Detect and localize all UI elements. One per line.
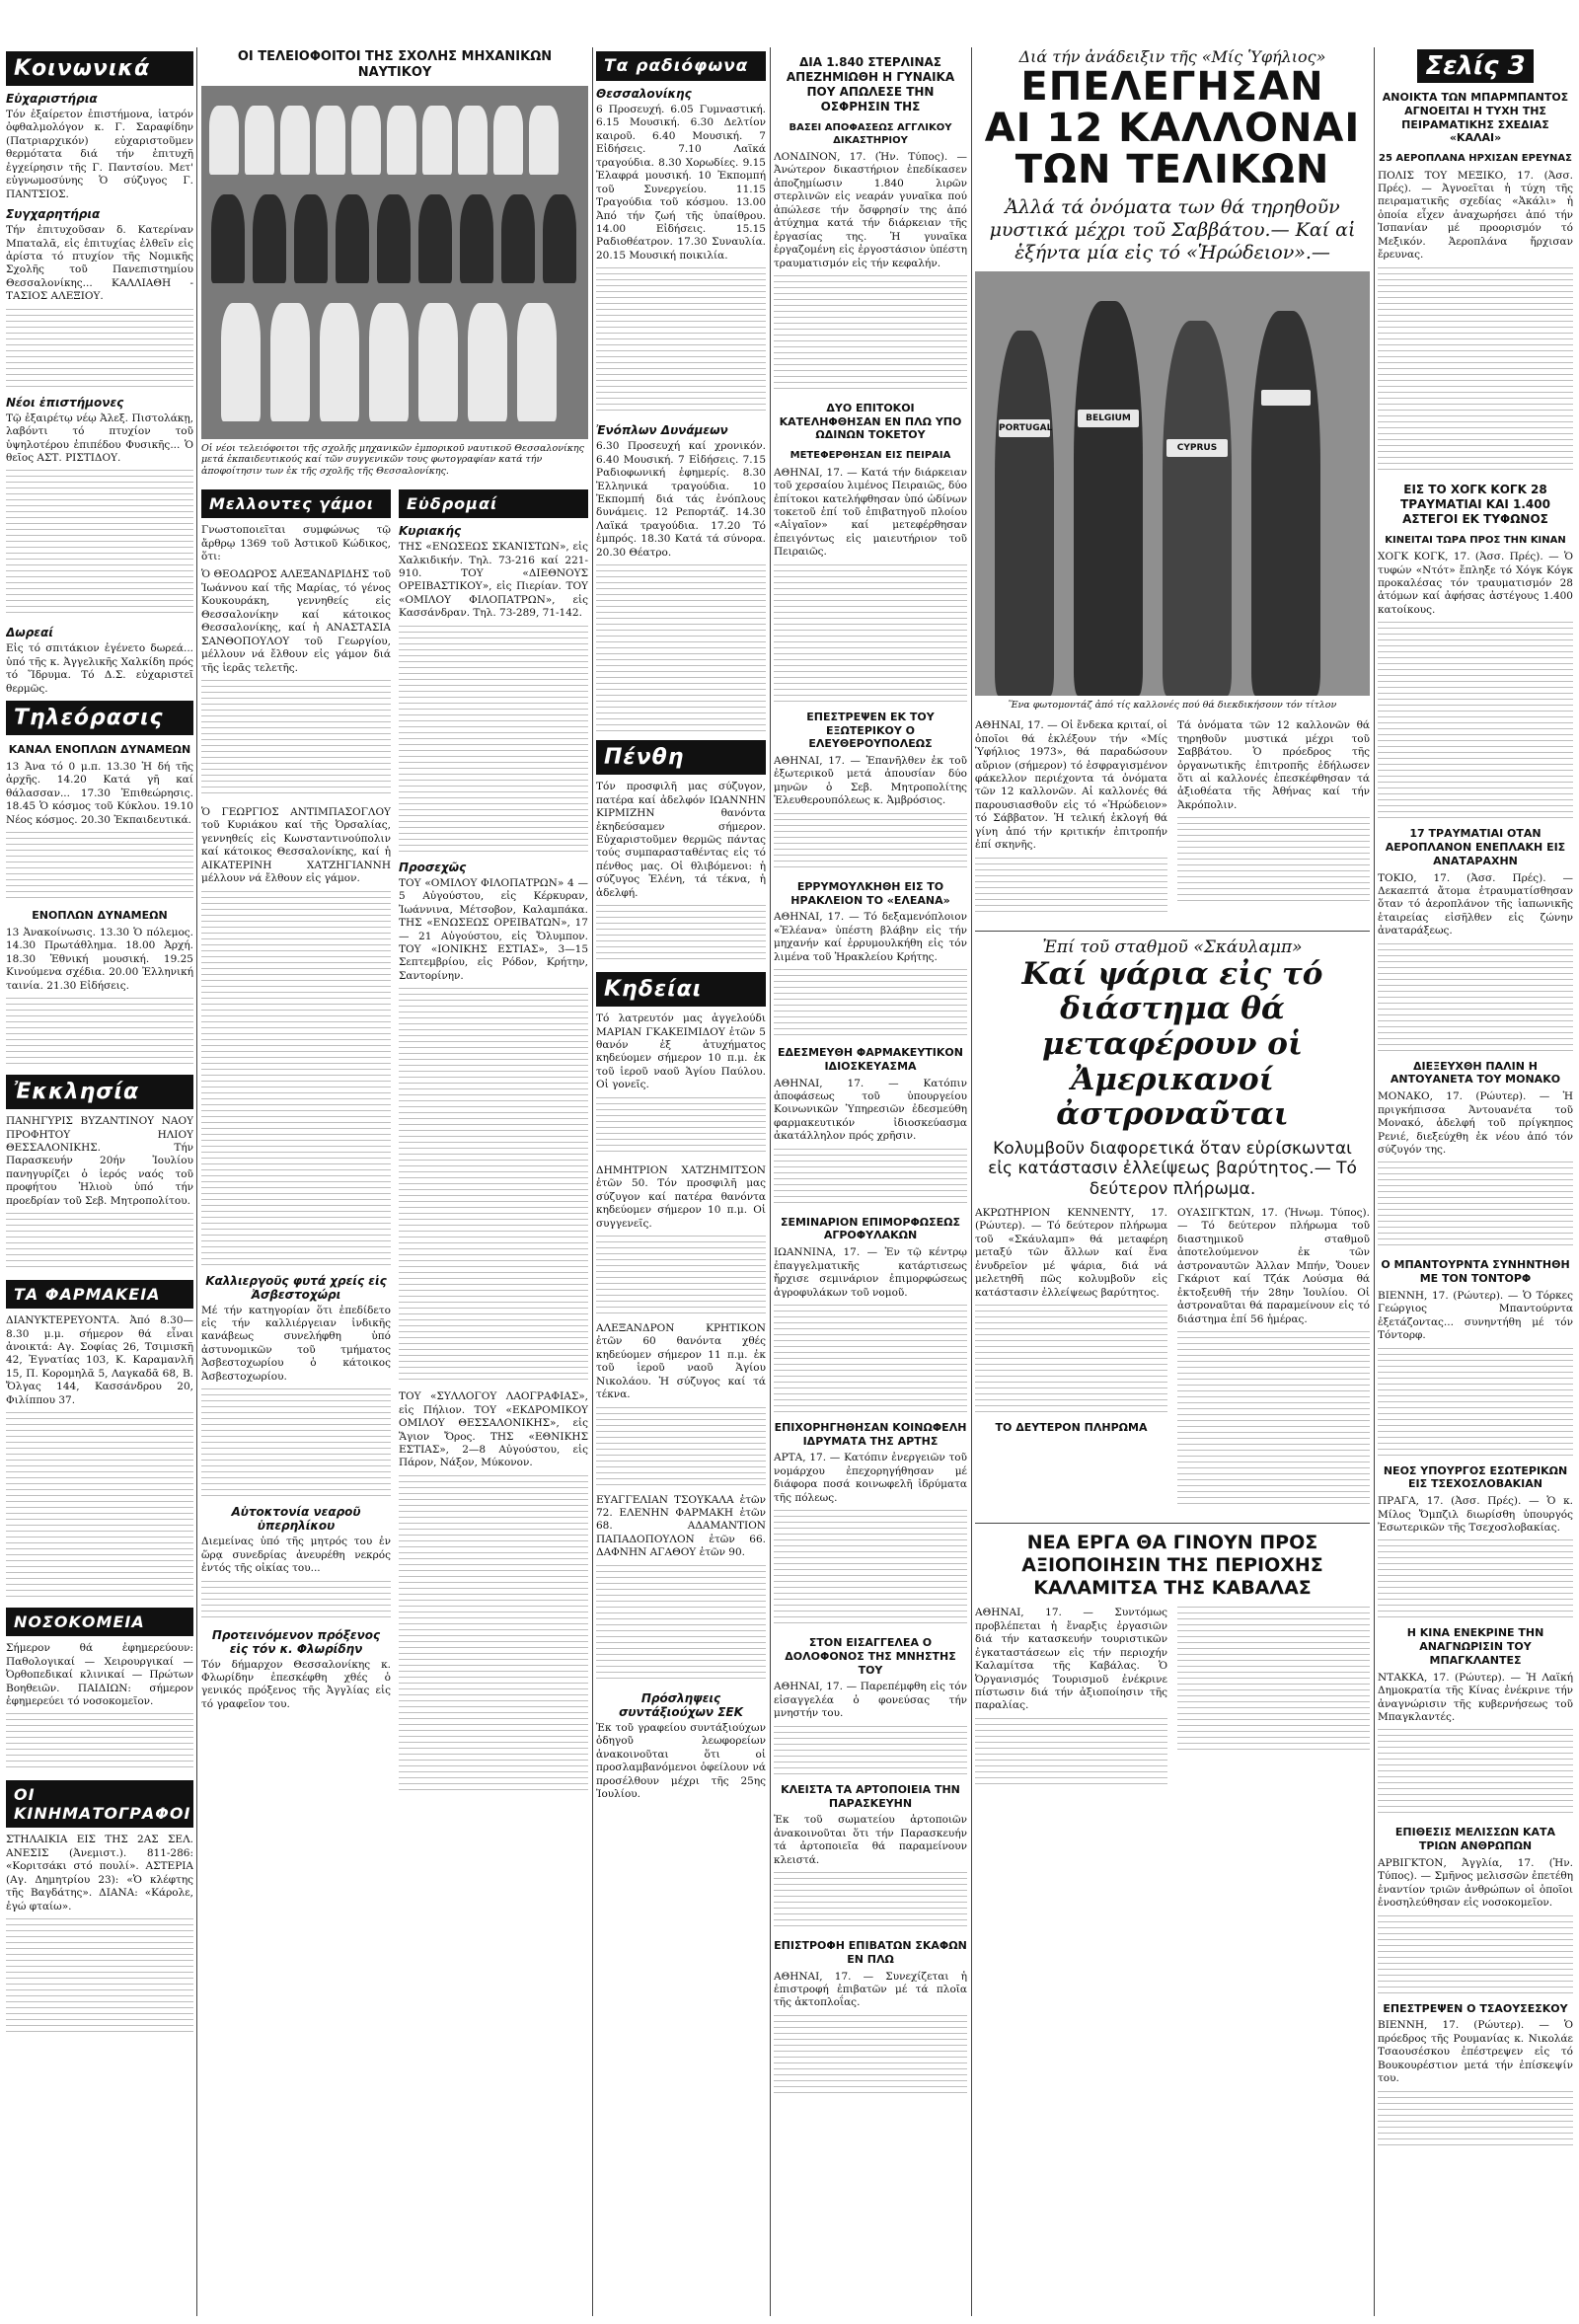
garden-text: Μέ τήν κατηγορίαν ὅτι ἐπεδίδετο εἰς τήν καλλιέργειαν ἰνδικῆς κανάβεως συνελήφθη ὑπό ἀστυνομικῶν τοῦ τμήματος Ἀσβεστοχωρίου ὁ κάτοικος Ἀσβεστοχωρίου.	[201, 1304, 391, 1383]
text-block	[399, 988, 588, 1383]
donations-text: Εἰς τό σπιτάκιον ἐγένετο δωρεά... ὑπό τῆς κ. Ἀγγελικῆς Χαλκίδη πρός τό Ἵδρυμα. Τό Δ.Σ. εὐχαριστεῖ θερμῶς.	[6, 642, 193, 695]
consul-title: Προτεινόμενον πρόξενος εἰς τόν κ. Φλωρίδην	[211, 1627, 381, 1656]
foreign-head-4: ΔΙΕΞΕΥΧΘΗ ΠΑΛΙΝ Η ΑΝΤΟΥΑΝΕΤΑ ΤΟΥ ΜΟΝΑΚΟ	[1390, 1059, 1561, 1087]
sash-cyprus: CYPRUS	[1166, 439, 1228, 457]
foreign-head-1: ΑΝΟΙΚΤΑ ΤΩΝ ΜΠΑΡΜΠΑΝΤΟΣ ΑΓΝΟΕΙΤΑΙ Η ΤΥΧΗ ΤΗΣ ΠΕΙΡΑΜΑΤΙΚΗΣ ΣΧΕΔΙΑΣ «ΚΑΛΑΙ»	[1382, 91, 1569, 145]
news-text-8: ΑΘΗΝΑΙ, 17. — Παρεπέμφθη εἰς τόν εἰσαγγελέα ὁ φονεύσας τήν μνηστήν του.	[774, 1681, 967, 1720]
foreign-sub-2: ΚΙΝΕΙΤΑΙ ΤΩΡΑ ΠΡΟΣ ΤΗΝ ΚΙΝΑΝ	[1385, 534, 1566, 546]
news-text-4: ΑΘΗΝΑΙ, 17. — Τό δεξαμενόπλοιον «Ἐλέανα» ὑπέστη βλάβην εἰς τήν μηχανήν καί ἐρρυμουλκήθη εἰς τόν λιμένα τοῦ Ἡρακλείου Κρήτης.	[774, 911, 967, 963]
page-number-badge: Σελίς 3	[1417, 49, 1533, 83]
banner-church: Ἐκκλησία	[6, 1075, 193, 1109]
news-text-9: Ἐκ τοῦ σωματείου ἀρτοποιῶν ἀνακοινοῦται ὅτι τήν Παρασκευήν τά ἀρτοποιεῖα θά παραμείνουν κλειστά.	[774, 1814, 967, 1866]
banner-funerals: Κηδείαι	[596, 972, 766, 1007]
foreign-text-8: ΑΡΒΙΓΚΤΟΝ, Ἀγγλία, 17. (Ἡν. Τύπος). — Σμῆνος μελισσῶν ἐπετέθη ἐναντίον τριῶν ἀνθρώπων οἱ ὁποῖοι ἐνοσηλεύθησαν εἰς νοσοκομεῖον.	[1378, 1856, 1573, 1910]
foreign-text-4: ΜΟΝΑΚΟ, 17. (Ρώυτερ). — Ἡ πριγκήπισσα Ἀντουανέτα τοῦ Μονακό, ἀδελφή τοῦ πρίγκηπος Ρενιέ, διεξεύχθη ἐκ νέου ἀπό τόν σύζυγόν της.	[1378, 1090, 1573, 1156]
trips-section	[399, 486, 588, 1799]
scientists-title: Νέοι ἐπιστήμονες	[6, 395, 124, 410]
text-block	[774, 969, 967, 1038]
foreign-head-8: ΕΠΙΘΕΣΙΣ ΜΕΛΙΣΣΩΝ ΚΑΤΑ ΤΡΙΩΝ ΑΝΘΡΩΠΩΝ	[1394, 1826, 1556, 1853]
funerals-text: Τό λατρευτόν μας ἀγγελούδι ΜΑΡΙΑΝ ΓΚΑΚΕΙΜΙΔΟΥ ἐτῶν 5 θανόν ἐξ ἀτυχήματος κηδεύομεν σήμερον 10 π.μ. ἐκ τοῦ ἱεροῦ ναοῦ Ἁγίου Παύλου. Οἱ γονεῖς.	[596, 1012, 766, 1091]
foreign-text-9: ΒΙΕΝΝΗ, 17. (Ρώυτερ). — Ὁ πρόεδρος τῆς Ρουμανίας κ. Νικολάε Τσαουσέσκου ἐπέστρεψεν εἰς τό Βουκουρέστιον μετά τήν ἐπίσκεψίν του.	[1378, 2019, 1573, 2085]
cinemas-text: ΣΤΗΛΑΙΚΙΑ ΕΙΣ ΤΗΣ 2ΑΣ ΣΕΛ. ΑΝΕΣΙΣ (Ἀνεμιστ.). 811-286: «Κοριτσάκι στό πουλί». ΑΣΤΕΡΙΑ (Αγ. Δημητρίου 23): «Ὁ κλέφτης τῆς Βαγδάτης». ΔΙΑΝΑ: «Κάρολε, ἐγώ φταίω».	[6, 1834, 193, 1912]
text-block	[1378, 943, 1573, 1052]
news-text-6: ΙΩΑΝΝΙΝΑ, 17. — Ἐν τῷ κέντρῳ ἐπαγγελματικῆς κατάρτισεως ἤρχισε σεμινάριον ἐπιμορφώσεως ἀγροφυλάκων τοῦ νομοῦ.	[774, 1246, 967, 1299]
text-block	[201, 1581, 391, 1620]
text-block	[596, 1407, 766, 1486]
news-text-2: ΑΘΗΝΑΙ, 17. — Κατά τήν διάρκειαν τοῦ χερσαίου λιμένος Πειραιῶς, δύο ἐπίτοκοι κατελήφθησαν ὑπό ὠδίνων τοκετοῦ ἐπί τοῦ ἐπιβατηγοῦ πλοίου «Αἰγαῖον» καί μετεφέρθησαν ἐπειγόντως εἰς μαιευτήριον τοῦ Πειραιῶς.	[774, 466, 967, 559]
miss-deck: Ἀλλά τά ὀνόματα των θά τηρηθοῦν μυστικά μέχρι τοῦ Σαββάτου.— Καί αἱ ἑξήντα μία εἰς τό «Ἡρώδειον».—	[989, 196, 1356, 263]
banner-radio: Τα ραδιόφωνα	[596, 51, 766, 81]
funerals-text-4: ΕΥΑΓΓΕΛΙΑΝ ΤΣΟΥΚΑΛΑ ἐτῶν 72. ΕΛΕΝΗΝ ΦΑΡΜΑΚΗ ἐτῶν 68. ΑΔΑΜΑΝΤΙΟΝ ΠΑΠΑΔΟΠΟΥΛΟΝ ἐτῶν 66. ΔΑΦΝΗΝ ΑΓΑΘΟΥ ἐτῶν 90.	[596, 1493, 766, 1559]
garden-title: Καλλιεργοῦς φυτά χρείς εἰς Ἀσβεστοχώρι	[205, 1273, 387, 1302]
miss-text-1: ΑΘΗΝΑΙ, 17. — Οἱ ἔνδεκα κριταί, οἱ ὁποῖοι θά ἐκλέξουν τήν «Μίς Ὑφήλιος 1973», θά παραδώσουν αὔριον (σήμερον) τό ἐσφραγισμένον φάκελλον περιέχοντα τά ὀνόματα τῶν 12 καλλονῶν. Αἱ καλλονές θά παρουσιασθοῦν εἰς τό «Ἡρώδειον» τό Σάββατον. Ἡ τελική ἐκλογή θά γίνη ἀπό τήν κριτικήν ἐπιτροπήν ἐπί σκηνῆς.	[975, 719, 1167, 852]
text-block	[1378, 1729, 1573, 1818]
text-block	[201, 680, 391, 798]
text-block	[6, 309, 193, 388]
tv-head-2: ΕΝΟΠΛΩΝ ΔΥΝΑΜΕΩΝ	[32, 909, 168, 923]
banner-pharmacies: ΤΑ ΦΑΡΜΑΚΕΙΑ	[6, 1280, 193, 1309]
text-block	[975, 1718, 1167, 1787]
miss-text-2: Τά ὀνόματα τῶν 12 καλλονῶν θά τηρηθοῦν μυστικά μέχρι τοῦ Σαββάτου. Ὁ πρόεδρος τῆς ὀργανωτικῆς ἐπιτροπῆς ἐδήλωσεν ὅτι αἱ καλλονές ἐπεσκέφθησαν τά ἀξιοθέατα τῆς Ἀθήνας καί τήν Ἀκρόπολιν.	[1177, 719, 1370, 811]
text-block	[774, 2015, 967, 2094]
foreign-text-3: ΤΟΚΙΟ, 17. (Ἀσσ. Πρές). — Δεκαεπτά ἄτομα ἐτραυματίσθησαν ὅταν τό ἀεροπλάνον τῆς ἰαπωνικῆς ἑταιρείας εἰσῆλθεν εἰς ζώνην ἀναταράξεως.	[1378, 871, 1573, 937]
text-block	[1177, 1331, 1370, 1509]
graduates-photo	[201, 86, 588, 439]
news-head-7: ΕΠΙΧΟΡΗΓΗΘΗΣΑΝ ΚΟΙΝΩΦΕΛΗ ΙΔΡΥΜΑΤΑ ΤΗΣ ΑΡΤΗΣ	[774, 1420, 967, 1448]
text-block	[1378, 622, 1573, 819]
banner-television: Τηλεόρασις	[6, 701, 193, 735]
column-society	[6, 47, 193, 2316]
news-head-1: ΔΙΑ 1.840 ΣΤΕΡΛΙΝΑΣ ΑΠΕΖΗΜΙΩΘΗ Η ΓΥΝΑΙΚΑ ΠΟΥ ΑΠΩΛΕΣΕ ΤΗΝ ΟΣΦΡΗΣΙΝ ΤΗΣ	[786, 55, 955, 113]
suicide-title: Αὐτοκτονία νεαροῦ ὑπερηλίκου	[231, 1505, 361, 1534]
news-text-10: ΑΘΗΝΑΙ, 17. — Συνεχίζεται ἡ ἐπιστροφή ἐπιβατῶν μέ τά πλοῖα τῆς ἀκτοπλοΐας.	[774, 1970, 967, 2009]
news-head-3: ΕΠΕΣΤΡΕΨΕΝ ΕΚ ΤΟΥ ΕΞΩΤΕΡΙΚΟΥ Ο ΕΛΕΥΘΕΡΟΥΠΟΛΕΩΣ	[806, 710, 935, 751]
text-block	[596, 564, 766, 732]
banner-hospitals: ΝΟΣΟΚΟΜΕΙΑ	[6, 1608, 193, 1636]
suicide-text: Διεμείνας ὑπό τῆς μητρός του ἐν ὥρᾳ συνεδρίας ἀνευρέθη νεκρός ἐντός τῆς οἰκίας του...	[201, 1536, 391, 1575]
text-block	[399, 626, 588, 853]
news-text-1: ΛΟΝΔΙΝΟΝ, 17. (Ἡν. Τύπος). — Ἀνώτερον δικαστήριον ἐπεδίκασεν ἀποζημίωσιν 1.840 λιρῶν στερλινῶν εἰς νεαράν γυναῖκα πού ἀπώλεσε τήν ὄσφρησίν της ἀπό ἀτύχημα κατά τήν διάρκειαν τῆς ἐργασίας της. Ἡ γυναῖκα ἐργαζομένη εἰς ἐργοστάσιον ὑπέστη τραυματισμόν εἰς τήν κεφαλήν.	[774, 151, 967, 269]
text-block	[6, 1412, 193, 1600]
weddings-section	[201, 486, 391, 1799]
kavala-text: ΑΘΗΝΑΙ, 17. — Συντόμως προβλέπεται ἡ ἔναρξις ἐργασιῶν διά τήν κατασκευήν τουριστικῶν ἐγκαταστάσεων εἰς τήν περιοχήν Καλαμίτσα τῆς Καβάλας. Ὁ Ὀργανισμός Τουρισμοῦ ἐνέκρινε πίστωσιν διά τήν ἀξιοποίησιν τῆς παραλίας.	[975, 1607, 1167, 1712]
trips-text-2: ΤΟΥ «ΟΜΙΛΟΥ ΦΙΛΟΠΑΤΡΩΝ» 4 — 5 Αὐγούστου, εἰς Κέρκυραν, Ἰωάννινα, Μέτσοβον, Καλαμπάκα. ΤΗΣ «ΕΝΩΣΕΩΣ ΟΡΕΙΒΑΤΩΝ», 17 — 21 Αὐγούστου, εἰς Ὄλυμπον. ΤΟΥ «ΙΟΝΙΚΗΣ ΕΣΤΙΑΣ», 3—15 Σεπτεμβρίου, εἰς Ρόδον, Κρήτην, Σαντορίνην.	[399, 876, 588, 982]
skylab-text-1: ΑΚΡΩΤΗΡΙΟΝ ΚΕΝΝΕΝΤΥ, 17. (Ρώυτερ). — Τό δεύτερον πλήρωμα τοῦ «Σκάυλαμπ» θά μεταφέρη μεταξύ τῶν ἄλλων καί ἕνα ἐνυδρεῖον μέ ψάρια, διά νά μελετηθῆ πῶς κολυμβοῦν εἰς κατάστασιν ἐλλείψεως βαρύτητος.	[975, 1207, 1167, 1299]
news-head-10: ΕΠΙΣΤΡΟΦΗ ΕΠΙΒΑΤΩΝ ΣΚΑΦΩΝ ΕΝ ΠΛΩ	[774, 1939, 967, 1966]
miss-title-line-3: ΤΩΝ ΤΕΛΙΚΩΝ	[1015, 147, 1330, 192]
text-block	[596, 905, 766, 964]
news-text-7: ΑΡΤΑ, 17. — Κατόπιν ἐνεργειῶν τοῦ νομάρχου ἐπεχορηγήθησαν μέ διάφορα ποσά κοινωφελῆ ἱδρύματα τῆς πόλεως.	[774, 1452, 967, 1504]
text-block	[6, 1713, 193, 1772]
foreign-head-9: ΕΠΕΣΤΡΕΨΕΝ Ο ΤΣΑΟΥΣΕΣΚΟΥ	[1383, 2001, 1568, 2015]
news-text-5: ΑΘΗΝΑΙ, 17. — Κατόπιν ἀποφάσεως τοῦ ὑπουργείου Κοινωνικῶν Ὑπηρεσιῶν ἐδεσμεύθη φαρμακευτικόν ἰδιοσκεύασμα ἀκατάλληλον πρός χρῆσιν.	[774, 1077, 967, 1143]
radio-text-2: 6.30 Προσευχή καί χρονικόν. 6.40 Μουσική. 7 Εἰδήσεις. 7.15 Ραδιοφωνική ἐφημερίς. 8.30 Ἑλληνικά τραγούδια. 10 Ἐκπομπή διά τάς ἐνόπλους δυνάμεις. 12 Ρεπορτάζ. 14.30 Λαϊκά τραγούδια. 17.20 Τό ἐμπρός. 18.30 Κατά τά σύνορα. 20.30 Θέατρο.	[596, 440, 766, 559]
church-text: ΠΑΝΗΓΥΡΙΣ ΒΥΖΑΝΤΙΝΟΥ ΝΑΟΥ ΠΡΟΦΗΤΟΥ ΗΛΙΟΥ ΘΕΣΣΑΛΟΝΙΚΗΣ. Τήν Παρασκευήν 20ήν Ἰουλίου πανηγυρίζει ὁ ἱερός ναός τοῦ προφήτου Ἠλιοὺ ὑπό τήν προεδρίαν τοῦ Σεβ. Μητροπολίτου.	[6, 1115, 193, 1207]
skylab-text-2: ΟΥΑΣΙΓΚΤΩΝ, 17. (Ἡνωμ. Τύπος). — Τό δεύτερον πλήρωμα τοῦ διαστημικοῦ σταθμοῦ ἀποτελούμενον ἐκ τῶν ἀστροναυτῶν Ἀλλαν Μπήν, Ὄουεν Γκάριοτ καί Τζάκ Λούσμα θά ἐκτοξευθῆ τήν 28ην Ἰουλίου. Οἱ ἀστροναῦται θά παραμείνουν εἰς τό διάστημα ἐπί 56 ἡμέρας.	[1177, 1207, 1370, 1325]
miss-title-line-2: ΑΙ 12 ΚΑΛΛΟΝΑΙ	[984, 106, 1361, 151]
funerals-text-3: ΑΛΕΞΑΝΔΡΟΝ ΚΡΗΤΙΚΟΝ ἐτῶν 60 θανόντα χθές κηδεύομεν σήμερον 11 π.μ. ἐκ τοῦ ἱεροῦ ναοῦ Ἁγίου Νικολάου. Ἡ σύζυγος καί τά τέκνα.	[596, 1321, 766, 1401]
weddings-text-2: Ὁ ΓΕΩΡΓΙΟΣ ΑΝΤΙΜΠΑΣΟΓΛΟΥ τοῦ Κυριάκου καί τῆς Ὀρσαλίας, γεννηθείς εἰς Κωνσταντινούπολιν καί κάτοικος Θεσσαλονίκης, καί ἡ ΑΙΚΑΤΕΡΙΝΗ ΧΑΤΖΗΓΙΑΝΝΗ μέλλουν νά ἔλθουν εἰς γάμον.	[201, 805, 391, 885]
scientists-text: Τῷ ἐξαιρέτῳ νέῳ Ἀλεξ. Πιστολάκῃ, λαβόντι τό πτυχίον τοῦ ὑψηλοτέρου ἐπιπέδου Φυσικῆς... Ὁ θεῖος ΑΣΤ. ΡΙΣΤΙΔΟΥ.	[6, 412, 193, 464]
skylab-title: Καί ψάρια εἰς τό διάστημα θά μεταφέρουν οἱ Ἀμερικανοί ἀστροναῦται	[1021, 955, 1323, 1133]
radio-sub-1: Θεσσαλονίκης	[596, 87, 692, 101]
trips-text-1: ΤΗΣ «ΕΝΩΣΕΩΣ ΣΚΑΝΙΣΤΩΝ», εἰς Χαλκιδικήν. Τηλ. 73-216 καί 221-910. ΤΟΥ «ΔΙΕΘΝΟΥΣ ΟΡΕΙΒΑΣΤΙΚΟΥ», εἰς Πιερίαν. ΤΟΥ «ΟΜΙΛΟΥ ΦΙΛΟΠΑΤΡΩΝ», εἰς Κασσάνδραν. Τηλ. 73-289, 71-142.	[399, 541, 588, 620]
thanks-text: Τόν ἐξαίρετον ἐπιστήμονα, ἰατρόν ὀφθαλμολόγον κ. Γ. Σαραφίδην (Πατριαρχικόν) εὐχαριστοῦμεν θερμότατα διά τήν ἐπιτυχῆ ἐγχείρησιν τῆς Γ. Παντσίου. Μετ' εὐγνωμοσύνης Ὁ σύζυγος Γ. ΠΑΝΤΣΙΟΣ.	[6, 109, 193, 200]
text-block	[6, 470, 193, 618]
text-block	[596, 1236, 766, 1314]
contestants-caption: Ἕνα φωτομοντάζ ἀπό τίς καλλονές πού θά διεκδικήσουν τόν τίτλον	[1008, 700, 1337, 712]
funerals-text-2: ΔΗΜΗΤΡΙΟΝ ΧΑΤΖΗΜΙΤΣΟΝ ἐτῶν 50. Τόν προσφιλῆ μας σύζυγον καί πατέρα θανόντα κηδεύομεν σήμερον 10 π.μ. Οἱ συγγενεῖς.	[596, 1163, 766, 1230]
graduates-title: ΟΙ ΤΕΛΕΙΟΦΟΙΤΟΙ ΤΗΣ ΣΧΟΛΗΣ ΜΗΧΑΝΙΚΩΝ ΝΑΥΤΙΚΟΥ	[237, 49, 553, 81]
foreign-sub-1: 25 ΑΕΡΟΠΛΑΝΑ ΗΡΧΙΣΑΝ ΕΡΕΥΝΑΣ	[1379, 153, 1572, 164]
text-block	[774, 275, 967, 394]
news-head-4: ΕΡΡΥΜΟΥΛΚΗΘΗ ΕΙΣ ΤΟ ΗΡΑΚΛΕΙΟΝ ΤΟ «ΕΛΕΑΝΑ»	[790, 879, 950, 907]
miss-kicker: Διά τήν ἀνάδειξιν τῆς «Μίς Ὑφήλιος»	[1018, 47, 1326, 66]
skylab-kicker: Ἐπί τοῦ σταθμοῦ «Σκάυλαμπ»	[1042, 937, 1303, 957]
weddings-intro: Γνωστοποιεῖται συμφώνως τῷ ἄρθρῳ 1369 τοῦ Ἀστικοῦ Κώδικος, ὅτι:	[201, 524, 391, 562]
text-block	[1378, 2091, 1573, 2150]
text-block	[596, 267, 766, 415]
donations-title: Δωρεαί	[6, 626, 53, 640]
miss-title-line-1: ΕΠΕΛΕΓΗΣΑΝ	[1020, 64, 1324, 110]
banner-society: Κοινωνικά	[6, 51, 193, 86]
text-block	[201, 1388, 391, 1497]
news-head-9: ΚΛΕΙΣΤΑ ΤΑ ΑΡΤΟΠΟΙΕΙΑ ΤΗΝ ΠΑΡΑΣΚΕΥΗΝ	[781, 1782, 960, 1810]
foreign-head-2: ΕΙΣ ΤΟ ΧΟΓΚ ΚΟΓΚ 28 ΤΡΑΥΜΑΤΙΑΙ ΚΑΙ 1.400 ΑΣΤΕΓΟΙ ΕΚ ΤΥΦΩΝΟΣ	[1400, 482, 1550, 526]
text-block	[1177, 817, 1370, 906]
foreign-head-5: Ο ΜΠΑΝΤΟΥΡΝΤΑ ΣΥΝΗΝΤΗΘΗ ΜΕ ΤΟΝ ΤΟΝΤΟΡΦ	[1381, 1258, 1570, 1286]
pek-title: Πρόσληψεις συντάξιούχων ΣΕΚ	[619, 1690, 743, 1719]
text-block	[399, 1475, 588, 1791]
column-main-stories	[975, 47, 1370, 2316]
banner-weddings: Μελλοντες γάμοι	[201, 489, 391, 518]
contestants-photo	[975, 271, 1370, 696]
text-block	[6, 998, 193, 1067]
sash-belgium: BELGIUM	[1078, 410, 1139, 427]
text-block	[975, 858, 1167, 917]
kavala-title: ΝΕΑ ΕΡΓΑ ΘΑ ΓΙΝΟΥΝ ΠΡΟΣ ΑΞΙΟΠΟΙΗΣΙΝ ΤΗΣ ΠΕΡΙΟΧΗΣ ΚΑΛΑΜΙΤΣΑ ΤΗΣ ΚΑΒΑΛΑΣ	[1021, 1531, 1323, 1599]
text-block	[774, 1726, 967, 1775]
text-block	[1378, 267, 1573, 475]
consul-text: Τόν δήμαρχον Θεσσαλονίκης κ. Φλωρίδην ἐπεσκέφθη χθές ὁ γενικός πρόξενος τῆς Ἀγγλίας εἰς τό γραφεῖον του.	[201, 1658, 391, 1710]
text-block	[6, 1213, 193, 1272]
radio-sub-2: Ἐνόπλων Δυνάμεων	[596, 423, 728, 438]
news-sub-2: ΜΕΤΕΦΕΡΘΗΣΑΝ ΕΙΣ ΠΕΙΡΑΙΑ	[790, 450, 951, 462]
hospitals-text: Σήμερον θά ἐφημερεύουν: Παθολογικαί — Χειρουργικαί — Ὀρθοπεδικαί κλινικαί — Πρώτων Βοηθειῶν. ΠΑΙΔΙΩΝ: σήμερον ἐφημερεύει τό νοσοκομεῖον.	[6, 1642, 193, 1707]
foreign-text-5: ΒΙΕΝΝΗ, 17. (Ρώυτερ). — Ὁ Τόρκες Γεώργιος Μπαντούρντα ἐξετάζοντας... συνηντήθη μέ τόν Τόντορφ.	[1378, 1289, 1573, 1342]
pharmacies-text: ΔΙΑΝΥΚΤΕΡΕΥΟΝΤΑ. Ἀπό 8.30—8.30 μ.μ. σήμερον θά εἶναι ἀνοικτά: Αγ. Σοφίας 26, Τσιμισκῆ 42, Ἐγνατίας 103, Κ. Καραμανλῆ 15, Π. Κορομηλᾶ 5, Λαγκαδᾶ 68, Β. Ὄλγας 144, Κασσάνδρου 20, Φιλίππου 37.	[6, 1314, 193, 1406]
foreign-head-6: ΝΕΟΣ ΥΠΟΥΡΓΟΣ ΕΣΩΤΕΡΙΚΩΝ ΕΙΣ ΤΣΕΧΟΣΛΟΒΑΚΙΑΝ	[1383, 1463, 1568, 1491]
congrats-text: Τήν ἐπιτυχοῦσαν δ. Κατερίναν Μπαταλᾶ, εἰς ἐπιτυχίας ἐλθεῖν εἰς ἀρίστα τό πτυχίον τῆς Νομικῆς Σχολῆς τοῦ Πανεπιστημίου Θεσσαλονίκης... ΚΑΛΛΙΑΘΗ - ΤΑΣΙΟΣ ΑΛΕΞΙΟΥ.	[6, 224, 193, 303]
tv-text-2: 13 Ἀνακοίνωσις. 13.30 Ὁ πόλεμος. 14.30 Πρωτάθλημα. 18.00 Ἀρχή. 18.30 Ἐθνική μουσική. 19.25 Κινούμενα σχέδια. 20.00 Ἐλληνική ταινία. 21.30 Εἰδήσεις.	[6, 926, 193, 992]
thanks-title: Εὐχαριστήρια	[6, 92, 98, 106]
banner-trips: Εὐδρομαί	[399, 489, 588, 518]
text-block	[774, 1305, 967, 1413]
news-head-6: ΣΕΜΙΝΑΡΙΟΝ ΕΠΙΜΟΡΦΩΣΕΩΣ ΑΓΡΟΦΥΛΑΚΩΝ	[780, 1215, 961, 1242]
text-block	[596, 1097, 766, 1157]
skylab-sub: ΤΟ ΔΕΥΤΕΡΟΝ ΠΛΗΡΩΜΑ	[995, 1421, 1148, 1435]
text-block	[1177, 1607, 1370, 1755]
news-text-3: ΑΘΗΝΑΙ, 17. — Ἐπανῆλθεν ἐκ τοῦ ἐξωτερικοῦ μετά ἀπουσίαν δύο μηνῶν ὁ Σεβ. Μητροπολίτης Ἐλευθερουπόλεως κ. Ἀμβρόσιος.	[774, 755, 967, 807]
text-block	[774, 1872, 967, 1931]
news-head-2: ΔΥΟ ΕΠΙΤΟΚΟΙ ΚΑΤΕΛΗΦΘΗΣΑΝ ΕΝ ΠΛΩ ΥΠΟ ΩΔΙΝΩΝ ΤΟΚΕΤΟΥ	[779, 401, 962, 442]
text-block	[6, 832, 193, 901]
foreign-head-3: 17 ΤΡΑΥΜΑΤΙΑΙ ΟΤΑΝ ΑΕΡΟΠΛΑΝΟΝ ΕΝΕΠΛΑΚΗ ΕΙΣ ΑΝΑΤΑΡΑΧΗΝ	[1385, 827, 1566, 867]
foreign-text-7: ΝΤΑΚΚΑ, 17. (Ρώυτερ). — Ἡ Λαϊκή Δημοκρατία τῆς Κίνας ἐνέκρινε τήν ἀναγνώρισιν τῆς κυβερνήσεως τοῦ Μπαγκλαντές.	[1378, 1671, 1573, 1723]
text-block	[774, 1510, 967, 1628]
text-block	[6, 1918, 193, 2037]
text-block	[774, 813, 967, 872]
text-block	[596, 1565, 766, 1684]
column-short-news	[774, 47, 967, 2316]
text-block	[201, 891, 391, 1266]
text-block	[1378, 1348, 1573, 1457]
text-block	[1378, 1915, 1573, 1994]
column-foreign-news	[1378, 47, 1573, 2316]
text-block	[774, 564, 967, 703]
tv-head-1: ΚΑΝΑΛ ΕΝΟΠΛΩΝ ΔΥΝΑΜΕΩΝ	[8, 743, 191, 757]
trips-sub-2: Προσεχῶς	[399, 860, 467, 874]
foreign-head-7: Η ΚΙΝΑ ΕΝΕΚΡΙΝΕ ΤΗΝ ΑΝΑΓΝΩΡΙΣΙΝ ΤΟΥ ΜΠΑΓΚΛΑΝΤΕΣ	[1406, 1626, 1544, 1667]
text-block	[774, 1149, 967, 1208]
banner-mourning: Πένθη	[596, 740, 766, 775]
foreign-text-2: ΧΟΓΚ ΚΟΓΚ, 17. (Ἀσσ. Πρές). — Ὁ τυφών «Ντότ» ἔπληξε τό Χόγκ Κόγκ προκαλέσας τόν τραυματισμόν 28 ἀτόμων καί ἀφήσας ἀστέγους 1.400 κατοίκους.	[1378, 551, 1573, 616]
news-sub-1: ΒΑΣΕΙ ΑΠΟΦΑΣΕΩΣ ΑΓΓΛΙΚΟΥ ΔΙΚΑΣΤΗΡΙΟΥ	[789, 122, 952, 146]
foreign-text-6: ΠΡΑΓΑ, 17. (Ἀσσ. Πρές). — Ὁ κ. Μίλος Ὄμπζιλ διωρίσθη ὑπουργός Ἐσωτερικῶν τῆς Τσεχοσλοβακίας.	[1378, 1495, 1573, 1534]
congrats-title: Συγχαρητήρια	[6, 207, 101, 222]
mourning-text: Τόν προσφιλῆ μας σύζυγον, πατέρα καί ἀδελφόν ΙΩΑΝΝΗΝ ΚΙΡΜΙΖΗΝ θανόντα ἐκηδεύσαμεν σήμερον. Εὐχαριστοῦμεν θερμῶς πάντας τούς συμπαρασταθέντας εἰς τό πένθος μας. Οἱ θλιβόμενοι: ἡ σύζυγος Ἑλένη, τά τέκνα, ἡ ἀδελφή.	[596, 781, 766, 899]
weddings-text: Ὁ ΘΕΟΔΩΡΟΣ ΑΛΕΞΑΝΔΡΙΔΗΣ τοῦ Ἰωάννου καί τῆς Μαρίας, τό γένος Κουκουράκη, γεννηθείς εἰς Θεσσαλονίκην καί κάτοικος Θεσσαλονίκης, καί ἡ ΑΝΑΣΤΑΣΙΑ ΣΑΝΘΟΠΟΥΛΟΥ τοῦ Γεωργίου, μέλλουν νά ἔλθουν εἰς γάμον διά τῆς ἱερᾶς τελετῆς.	[201, 568, 391, 674]
graduates-caption: Οἱ νέοι τελειόφοιτοι τῆς σχολῆς μηχανικῶν ἐμπορικοῦ ναυτικοῦ Θεσσαλονίκης μετά ἐκπαιδευτικούς καί τῶν συγγενικῶν τους φωτογραφίαν κατά τήν ἀποφοίτησιν των ἐκ τῆς σχολῆς τῆς Θεσσαλονίκης.	[201, 442, 584, 478]
column-graduates	[201, 47, 588, 2316]
foreign-text-1: ΠΟΛΙΣ ΤΟΥ ΜΕΞΙΚΟ, 17. (Ἀσσ. Πρές). — Ἀγνοεῖται ἡ τύχη τῆς πειραματικῆς σχεδίας «Ἀκάλι» ἡ ὁποία εἶχεν ἀναχωρήσει ἀπό τήν Ἰσπανίαν μέ προορισμόν τό Μεξικόν. Ἀεροπλάνα ἤρχισαν ἔρευνας.	[1378, 169, 1573, 262]
text-block	[975, 1305, 1167, 1413]
pek-text: Ἐκ τοῦ γραφείου συντάξιούχων ὁδηγοῦ λεωφορείων ἀνακοινοῦται ὅτι οἱ προσλαμβανόμενοι ὀφείλουν νά προσέλθουν μέχρι τῆς 25ης Ἰουλίου.	[596, 1721, 766, 1800]
news-head-5: ΕΔΕΣΜΕΥΘΗ ΦΑΡΜΑΚΕΥΤΙΚΟΝ ΙΔΙΟΣΚΕΥΑΣΜΑ	[778, 1046, 963, 1073]
radio-text-1: 6 Προσευχή. 6.05 Γυμναστική. 6.15 Μουσική. 6.30 Δελτίον καιροῦ. 6.40 Μουσική. 7 Εἰδήσεις. 7.10 Λαϊκά τραγούδια. 8.30 Χορωδίες. 9.15 Ἐλαφρά μουσική. 10 Ἐκπομπή τοῦ Συνεργείου. 11.15 Τραγούδια τοῦ κόσμου. 13.00 Ἀπό τήν ζωή τῆς ὑπαίθρου. 14.00 Εἰδήσεις. 15.15 Ραδιοθέατρον. 17.30 Συναυλία. 20.15 Μουσική ποικιλία.	[596, 104, 766, 262]
trips-sub-1: Κυριακής	[399, 524, 462, 539]
text-block	[1378, 1162, 1573, 1250]
column-radio	[596, 47, 766, 2316]
news-head-8: ΣΤΟΝ ΕΙΣΑΓΓΕΛΕΑ Ο ΔΟΛΟΦΟΝΟΣ ΤΗΣ ΜΝΗΣΤΗΣ ΤΟΥ	[785, 1636, 956, 1677]
banner-cinemas: ΟΙ ΚΙΝΗΜΑΤΟΓΡΑΦΟΙ	[6, 1780, 193, 1828]
text-block	[1378, 1539, 1573, 1618]
tv-text-1: 13 Ἀνα τό 0 μ.π. 13.30 Ἡ δή τῆς ἀρχῆς. 14.20 Κατά γῆ καί θάλασσαν... 17.30 Ἐπιθεώρησις. 18.45 Ὁ κόσμος τοῦ Κύκλου. 19.10 Νέος κόσμος. 20.30 Ἐκπαιδευτικά.	[6, 760, 193, 826]
sash-portugal: PORTUGAL	[999, 419, 1050, 437]
trips-text-3: ΤΟΥ «ΣΥΛΛΟΓΟΥ ΛΑΟΓΡΑΦΙΑΣ», εἰς Πήλιον. ΤΟΥ «ΕΚΔΡΟΜΙΚΟΥ ΟΜΙΛΟΥ ΘΕΣΣΑΛΟΝΙΚΗΣ», εἰς Ἅγιον Ὄρος. ΤΗΣ «ΕΘΝΙΚΗΣ ΕΣΤΙΑΣ», 2—8 Αὐγούστου, εἰς Πάρον, Νάξον, Μύκονον.	[399, 1390, 588, 1469]
skylab-deck: Κολυμβοῦν διαφορετικά ὅταν εὑρίσκωνται εἰς κατάστασιν ἐλλείψεως βαρύτητος.— Τό δεύτερον πλήρωμα.	[988, 1138, 1357, 1199]
